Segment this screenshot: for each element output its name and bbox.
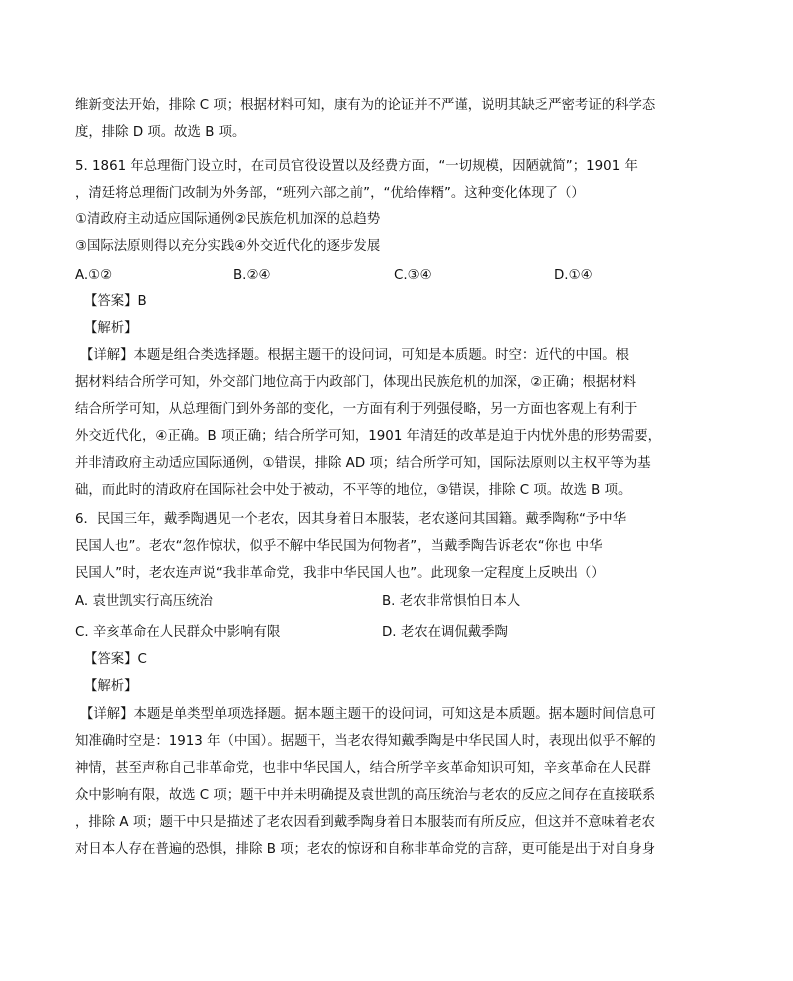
continuation-line: 度，排除 D 项。故选 B 项。 bbox=[75, 125, 246, 140]
question-6-analysis-label: 【解析】 bbox=[84, 679, 138, 694]
question-6-stem: 民国人”时，老农连声说“我非革命党，我非中华民国人也”。此现象一定程度上反映出（） bbox=[75, 566, 605, 581]
question-6-option-a: A. 袁世凯实行高压统治 bbox=[75, 594, 213, 609]
question-5-stem: ，清廷将总理衙门改制为外务部，“班列六部之前”，“优给俸糈”。这种变化体现了（） bbox=[75, 186, 585, 201]
question-5-option-a: A.①② bbox=[75, 268, 113, 283]
question-6-detail-line: ，排除 A 项；题干中只是描述了老农因看到戴季陶身着日本服装而有所反应，但这并不意味着老农 bbox=[75, 815, 656, 830]
question-5-option-d: D.①④ bbox=[554, 268, 593, 283]
question-6-detail-line: 众中影响有限，故选 C 项；题干中并未明确提及袁世凯的高压统治与老农的反应之间存在直接联系 bbox=[75, 788, 656, 803]
question-5-detail-line: 并非清政府主动适应国际通例，①错误，排除 AD 项；结合所学可知，国际法原则以主权平等为基 bbox=[75, 456, 651, 471]
question-6-stem: 6．民国三年，戴季陶遇见一个老农，因其身着日本服装，老农遂问其国籍。戴季陶称“予中华 bbox=[75, 512, 627, 527]
question-5-detail-line: 据材料结合所学可知，外交部门地位高于内政部门，体现出民族危机的加深，②正确；根据材料 bbox=[75, 375, 637, 390]
question-5-detail-line: 外交近代化，④正确。B 项正确；结合所学可知，1901 年清廷的改革是迫于内忧外患的形势需要， bbox=[75, 429, 662, 444]
question-6-detail-line: 对日本人存在普遍的恐惧，排除 B 项；老农的惊讶和自称非革命党的言辞，更可能是出于对自身身 bbox=[75, 842, 656, 857]
question-5-analysis-label: 【解析】 bbox=[84, 321, 138, 336]
question-6-detail-line: 【详解】本题是单类型单项选择题。据本题主题干的设问词，可知这是本质题。据本题时间信息可 bbox=[80, 707, 656, 722]
question-5-option-c: C.③④ bbox=[394, 268, 432, 283]
question-5-item: ①清政府主动适应国际通例②民族危机加深的总趋势 bbox=[75, 212, 381, 227]
question-6-option-d: D. 老农在调侃戴季陶 bbox=[382, 625, 508, 640]
question-6-stem: 民国人也”。老农“忽作惊状，似乎不解中华民国为何物者”，当戴季陶告诉老农“你也 中华 bbox=[75, 539, 603, 554]
question-5-detail-line: 础，而此时的清政府在国际社会中处于被动，不平等的地位，③错误，排除 C 项。故选 B 项。 bbox=[75, 483, 632, 498]
question-5-detail-line: 结合所学可知，从总理衙门到外务部的变化，一方面有利于列强侵略，另一方面也客观上有利于 bbox=[75, 402, 638, 417]
question-6-answer: 【答案】C bbox=[84, 652, 147, 667]
question-5-option-b: B.②④ bbox=[233, 268, 271, 283]
question-5-stem: 5. 1861 年总理衙门设立时，在司员官役设置以及经费方面，“一切规模，因陋就简”；1901 年 bbox=[75, 159, 638, 174]
question-5-answer: 【答案】B bbox=[84, 294, 147, 309]
question-6-detail-line: 神情，甚至声称自己非革命党，也非中华民国人，结合所学辛亥革命知识可知，辛亥革命在人民群 bbox=[75, 761, 651, 776]
question-6-option-c: C. 辛亥革命在人民群众中影响有限 bbox=[75, 625, 281, 640]
question-5-item: ③国际法原则得以充分实践④外交近代化的逐步发展 bbox=[75, 239, 381, 254]
question-6-option-b: B. 老农非常惧怕日本人 bbox=[382, 594, 521, 609]
question-5-detail-line: 【详解】本题是组合类选择题。根据主题干的设问词，可知是本质题。时空：近代的中国。根 bbox=[80, 348, 630, 363]
continuation-line: 维新变法开始，排除 C 项；根据材料可知，康有为的论证并不严谨，说明其缺乏严密考证的科学态 bbox=[75, 98, 656, 113]
question-6-detail-line: 知准确时空是：1913 年（中国）。据题干，当老农得知戴季陶是中华民国人时，表现出似乎不解的 bbox=[75, 734, 656, 749]
